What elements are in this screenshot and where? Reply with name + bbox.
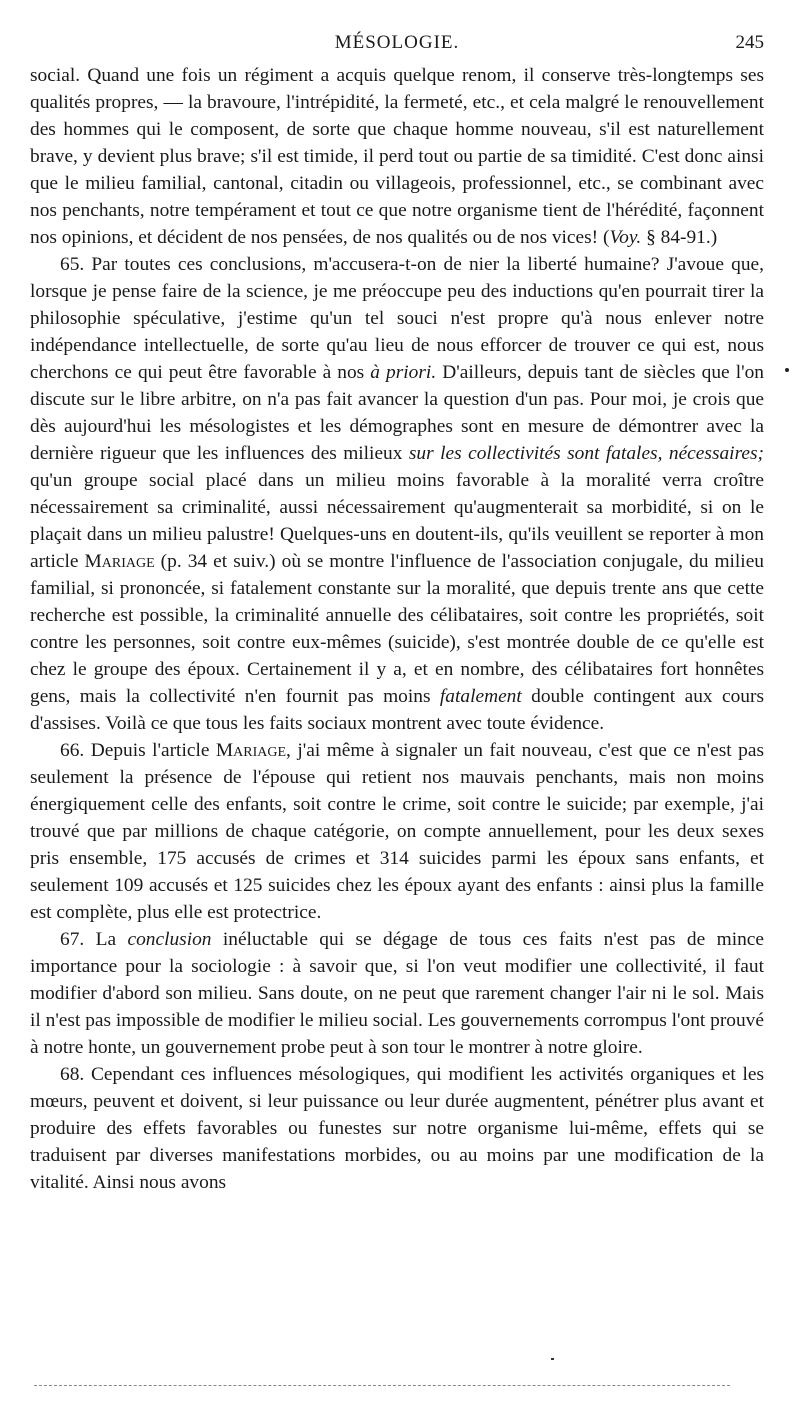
page-number: 245 xyxy=(735,32,764,53)
scan-speck xyxy=(551,1358,554,1360)
text-run-italic: fatalement xyxy=(439,686,522,707)
paragraph-65 xyxy=(30,251,764,737)
text-run: , j'ai même à signaler un fait nouveau, c'est que ce n'est pas seulement la présence de l'épouse qui retient nos mauvais penchants, mais non moins énergiquement celle des enfants, soit contre le crime, soit contre le suicide; par exemple, j'ai trouvé que par millions de chaque catégorie, on compte annuellement, pour les deux sexes pris ensemble, 175 accusés de crimes et 314 suicides parmi les époux sans enfants, et seulement 109 accusés et 125 suicides chez les époux ayant des enfants : ainsi plus la famille est complète, plus elle est protectrice. xyxy=(30,740,764,923)
text-run: D'ailleurs, depuis tant de siècles que l'on discute sur le libre arbitre, on n'a pas fait avancer la question d'un pas. Pour moi, je crois que dès aujourd'hui les mésologistes et les démographes sont en mesure de démontrer avec la dernière rigueur que les influences des milieux xyxy=(30,362,764,464)
text-run: 67. La xyxy=(60,929,128,950)
text-run: (p. 34 et suiv.) où se montre l'influence de l'association conjugale, du milieu familial, si prononcée, si fatalement constante sur la moralité, que depuis trente ans que cette recherche est possible, la criminalité annuelle des célibataires, soit contre les propriétés, soit contre les personnes, soit contre eux-mêmes (suicide), s'est montrée double de ce qu'elle est chez le groupe des époux. Certainement il y a, et en nombre, des célibataires fort honnêtes gens, mais la collectivité n'en fournit pas moins xyxy=(30,551,764,707)
text-run: § 84-91.) xyxy=(641,227,718,248)
footer-dashed-rule xyxy=(34,1385,730,1386)
paragraph-68 xyxy=(30,1061,764,1196)
paragraph-66 xyxy=(30,737,764,926)
running-title: MÉSOLOGIE. xyxy=(334,32,460,53)
text-run-smallcaps: Mariage xyxy=(215,740,287,761)
text-run-italic: sur les collectivités sont fatales, nécessaires; xyxy=(408,443,765,464)
paragraph-continuation xyxy=(30,62,764,251)
text-run: social. Quand une fois un régiment a acquis quelque renom, il conserve très-longtemps ses qualités propres, — la bravoure, l'intrépidité, la fermeté, etc., et cela malgré le renouvellement des hommes qui le composent, de sorte que chaque homme nouveau, s'il est naturellement brave, y devient plus brave; s'il est timide, il perd tout ou partie de sa timidité. C'est donc ainsi que le milieu familial, cantonal, citadin ou villageois, professionnel, etc., se combinant avec nos penchants, notre tempérament et tout ce que notre organisme tient de l'hérédité, façonnent nos opinions, et décident de nos pensées, de nos qualités ou de nos vices! ( xyxy=(30,65,764,248)
running-header xyxy=(30,32,764,62)
text-run: 65. Par toutes ces conclusions, m'accusera-t-on de nier la liberté humaine? J'avoue que, lorsque je pense faire de la science, je me préoccupe peu des inductions qu'en pourrait tirer la philosophie spéculative, j'estime qu'un tel souci n'est propre qu'à nous enlever notre indépendance intellectuelle, de sorte qu'au lieu de nous efforcer de trouver ce qui est, nous cherchons ce qui peut être favorable à nos xyxy=(30,254,764,383)
text-run: 66. Depuis l'article xyxy=(60,740,216,761)
text-run-italic: conclusion xyxy=(127,929,212,950)
text-run-italic: Voy. xyxy=(609,227,642,248)
text-run-italic: à priori. xyxy=(370,362,437,383)
text-run: double contingent aux cours d'assises. Voilà ce que tous les faits sociaux montrent avec toute évidence. xyxy=(30,686,765,734)
text-run-smallcaps: Mariage xyxy=(84,551,155,572)
paragraph-67 xyxy=(30,926,764,1061)
text-run: 68. Cependant ces influences mésologiques, qui modifient les activités organiques et les mœurs, peuvent et doivent, si leur puissance ou leur durée augmentent, pénétrer plus avant et produire des effets favorables ou funestes sur notre organisme lui-même, effets qui se traduisent par diverses manifestations morbides, ou au moins par une modification de la vitalité. Ainsi nous avons xyxy=(30,1064,764,1193)
body-text xyxy=(30,62,764,1196)
text-run: inéluctable qui se dégage de tous ces faits n'est pas de mince importance pour la sociologie : à savoir que, si l'on veut modifier une collectivité, il faut modifier d'abord son milieu. Sans doute, on ne peut que rarement changer l'air ni le sol. Mais il n'est pas impossible de modifier le milieu social. Les gouvernements corrompus l'ont prouvé à notre honte, un gouvernement probe peut à son tour le montrer à notre gloire. xyxy=(30,929,764,1058)
text-run: qu'un groupe social placé dans un milieu moins favorable à la moralité verra croître nécessairement sa criminalité, aussi nécessairement qu'augmenterait sa morbidité, si on le plaçait dans un milieu palustre! Quelques-uns en doutent-ils, qu'ils veuillent se reporter à mon article xyxy=(30,470,764,572)
margin-dot xyxy=(785,368,789,372)
